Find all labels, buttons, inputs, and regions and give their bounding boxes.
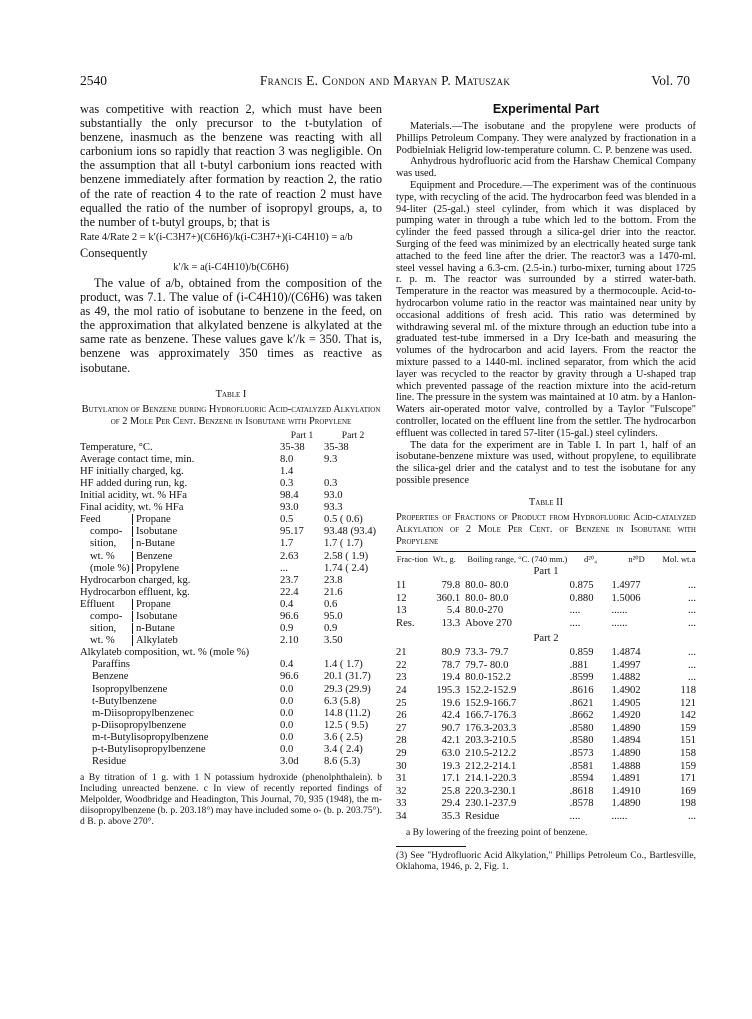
table-row: sition, n-Butane 1.7 1.7 ( 1.7) <box>90 538 363 550</box>
body-paragraph: The value of a/b, obtained from the composition of the product, was 7.1. The value of (i-C4H10)/(C6H6) was taken as 49, the mol ratio of isobutane to benzene in the feed, on the approximation that alkylated benzene is alkylated at the same rate as benzene. These values gave k′/k = 350. That is, benzene was approximately 350 times as reactive as isobutane. <box>80 275 382 375</box>
table-row: 24 195.3 152.2-152.9 .8616 1.4902 118 <box>396 685 696 697</box>
table-row: Res. 13.3 Above 270 .... ...... ... <box>396 618 696 630</box>
table-footnote: a By titration of 1 g. with 1 N potassium hydroxide (phenolphthalein). b Including unreacted benzene. c In view of recently reported findings of Melpolder, Woodbridge and Headington, This Journal, 70, 935 (1948), the m-diisopropylbenzene (b. p. 203.18°) may have included some o- (b. p. 203.75°). d B. p. above 270°. <box>80 772 382 828</box>
table-row: 22 78.7 79.7- 80.0 .881 1.4997 ... <box>396 659 696 671</box>
table-row: Temperature, °C. 35-38 35-38 <box>80 441 349 453</box>
running-header <box>80 73 690 91</box>
ratio-equation: k′/k = a(i-C4H10)/b(C6H6) <box>173 261 289 273</box>
column-header: Mol. wt.a <box>662 553 696 564</box>
column-header: d²⁰₄ <box>583 553 598 564</box>
materials-paragraph: Materials.—The isobutane and the propylene were products of Phillips Petroleum Company. They were analyzed by fractionation in a Podbielniak Heligrid low-temperature column. C. P. benzene was used. <box>396 121 696 156</box>
table-row: Feed Propane 0.5 0.5 ( 0.6) <box>80 514 363 526</box>
column-header: Part 1 <box>290 430 314 441</box>
running-title: Francis E. Condon and Maryan P. Matuszak <box>259 73 511 88</box>
table-row: Hydrocarbon charged, kg. 23.7 23.8 <box>80 574 343 586</box>
table-row: compo- Isobutane 96.6 95.0 <box>90 611 343 622</box>
column-header: Part 2 <box>341 430 365 441</box>
table-row: 31 17.1 214.1-220.3 .8594 1.4891 171 <box>396 773 696 785</box>
table-row: HF initially charged, kg. 1.4 <box>80 465 294 477</box>
reference-footnote: (3) See "Hydrofluoric Acid Alkylation," Phillips Petroleum Co., Bartlesville, Oklahoma, 1946, p. 2, Fig. 1. <box>396 849 696 872</box>
table-row: (mole %) Propylene ... 1.74 ( 2.4) <box>90 562 369 574</box>
table-1 <box>80 430 382 769</box>
table-row: HF added during run, kg. 0.3 0.3 <box>80 477 338 489</box>
footnote-rule <box>396 846 466 847</box>
table-label: Table I <box>215 388 247 400</box>
table-row: Effluent Propane 0.4 0.6 <box>80 598 338 610</box>
table-row: Final acidity, wt. % HFa 93.0 93.3 <box>80 502 343 514</box>
table-part-row: Part 2 <box>533 632 559 644</box>
table-caption: Butylation of Benzene during Hydrofluoric Acid-catalyzed Alkylation of 2 Mole Per Cent. Benzene in Isobutane with Propylene <box>81 403 381 427</box>
table-row: m-t-Butylisopropylbenzene 0.0 3.6 ( 2.5) <box>92 731 363 743</box>
rate-equation: Rate 4/Rate 2 = k′(i-C3H7+)(C6H6)/k(i-C3H7+)(i-C4H10) = a/b <box>80 231 353 243</box>
table-rule <box>396 551 696 552</box>
left-column <box>80 102 382 827</box>
column-header: n²⁰D <box>628 553 645 564</box>
table-row: 23 19.4 80.0-152.2 .8599 1.4882 ... <box>396 672 696 684</box>
table-row: 26 42.4 166.7-176.3 .8662 1.4920 142 <box>396 710 696 722</box>
column-header: Frac-tion <box>396 553 428 564</box>
consequently-text: Consequently <box>80 245 148 260</box>
table-row: 32 25.8 220.3-230.1 .8618 1.4910 169 <box>396 785 696 797</box>
table-row: 13 5.4 80.0-270 .... ...... ... <box>396 605 696 617</box>
table-row: 11 79.8 80.0- 80.0 0.875 1.4977 ... <box>396 580 696 592</box>
table-row: p-Diisopropylbenzene 0.0 12.5 ( 9.5) <box>92 719 369 731</box>
table-caption: Properties of Fractions of Product from Hydrofluoric Acid-catalyzed Alkylation of 2 Mole Per Cent. of Benzene in Isobutane with Propylene <box>396 511 696 547</box>
hf-paragraph: Anhydrous hydrofluoric acid from the Harshaw Chemical Company was used. <box>396 156 696 180</box>
column-header: Wt., g. <box>432 553 456 564</box>
right-column <box>396 102 696 872</box>
table-row: m-Diisopropylbenzenec 0.0 14.8 (11.2) <box>92 707 371 719</box>
table-row: 29 63.0 210.5-212.2 .8573 1.4890 158 <box>396 748 696 760</box>
table-row: p-t-Butylisopropylbenzene 0.0 3.4 ( 2.4) <box>92 744 363 756</box>
table-row: Residue 3.0d 8.6 (5.3) <box>92 756 361 768</box>
table-row: Benzene 96.6 20.1 (31.7) <box>92 671 371 683</box>
table-header-row <box>80 430 382 442</box>
table-footnote: a By lowering of the freezing point of benzene. <box>406 826 588 838</box>
table-row: Paraffins 0.4 1.4 ( 1.7) <box>92 659 363 671</box>
table-row: Average contact time, min. 8.0 9.3 <box>80 453 338 465</box>
table-header-row <box>396 555 696 564</box>
section-heading: Experimental Part <box>492 102 600 116</box>
table-row: compo- Isobutane 95.17 93.48 (93.4) <box>90 526 377 538</box>
table-2 <box>396 555 696 824</box>
equipment-paragraph: Equipment and Procedure.—The experiment was of the continuous type, with recycling of the acid. The hydrocarbon feed was blended in a 94-liter (25-gal.) steel cylinder, from which it was displaced by pumping water in through a tube which led to the bottom. From the cylinder the feed passed through a silica-gel drier into the reactor. Surging of the feed was minimized by an electrically heated surge tank attached to the feed line after the drier. The reactor3 was a 1470-ml. steel vessel having a 6.3-cm. (2.5-in.) turbo-mixer, turning about 1725 r. p. m. The reactor was surrounded by a stirred water-bath. Temperature in the reactor was measured by a thermocouple. Acid-to-hydrocarbon volume ratio in the reactor was maintained near unity by occasional additions of fresh acid. This ratio was determined by withdrawing several ml. of the mixture through an eduction tube into a graduated test-tube immersed in a Dry Ice-bath and measuring the volumes of the hydrocarbon and acid layers. From the reactor the mixture passed to a 1440-ml. inclined separator, from which the acid layer was recycled to the reactor by gravity through a U-shaped trap which prevented passage of the reaction mixture into the acid-return line. The pressure in the system was maintained at 10 atm. by a Hanlon-Waters air-operated motor valve, controlled by a Taylor "Fulscope" controller, located on the effluent line from the settler. The hydrocarbon effluent was collected in tared 57-liter (15-gal.) steel cylinders. <box>396 179 696 439</box>
table-row: 28 42.1 203.3-210.5 .8580 1.4894 151 <box>396 735 696 747</box>
column-header: Boiling range, °C. (740 mm.) <box>467 553 568 564</box>
table-row: wt. % Alkylateb 2.10 3.50 <box>90 635 343 647</box>
table-row: sition, n-Butane 0.9 0.9 <box>90 623 338 635</box>
table-row: 33 29.4 230.1-237.9 .8578 1.4890 198 <box>396 798 696 810</box>
table-row: 12 360.1 80.0- 80.0 0.880 1.5006 ... <box>396 592 696 604</box>
table-row: wt. % Benzene 2.63 2.58 ( 1.9) <box>90 550 369 562</box>
table-row: Hydrocarbon effluent, kg. 22.4 21.6 <box>80 586 343 598</box>
table-row: 25 19.6 152.9-166.7 .8621 1.4905 121 <box>396 697 696 709</box>
data-paragraph: The data for the experiment are in Table I. In part 1, half of an isobutane-benzene mixture was used, without propylene, to equilibrate the silica-gel drier and the catalyst and to test the isobutane for any possible presence <box>396 439 696 486</box>
table-row: 34 35.3 Residue .... ...... ... <box>396 810 696 822</box>
table-row: 27 90.7 176.3-203.3 .8580 1.4890 159 <box>396 722 696 734</box>
body-paragraph: was competitive with reaction 2, which must have been substantially the only precursor to the t-butylation of benzene, inasmuch as the benzene was reacting with all carbonium ions so rapidly that reaction 3 was negligible. On the assumption that all t-butyl carbonium ions reacted with benzene immediately after formation by reaction 2, the ratio of the rate of reaction 4 to the rate of reaction 2 must have equalled the ratio of the number of isopropyl groups, a, to the number of t-butyl groups, b; that is <box>80 102 382 229</box>
volume-label: Vol. 70 <box>651 73 690 88</box>
table-row: 21 80.9 73.3- 79.7 0.859 1.4874 ... <box>396 647 696 659</box>
page-number: 2540 <box>80 73 107 88</box>
table-label: Table II <box>528 496 564 508</box>
table-row: Alkylateb composition, wt. % (mole %) <box>80 647 250 659</box>
table-row: Isopropylbenzene 0.0 29.3 (29.9) <box>92 683 371 695</box>
table-part-row: Part 1 <box>533 565 559 577</box>
table-row: t-Butylbenzene 0.0 6.3 (5.8) <box>92 695 361 707</box>
table-row: Initial acidity, wt. % HFa 98.4 93.0 <box>80 490 343 502</box>
table-row: 30 19.3 212.2-214.1 .8581 1.4888 159 <box>396 760 696 772</box>
